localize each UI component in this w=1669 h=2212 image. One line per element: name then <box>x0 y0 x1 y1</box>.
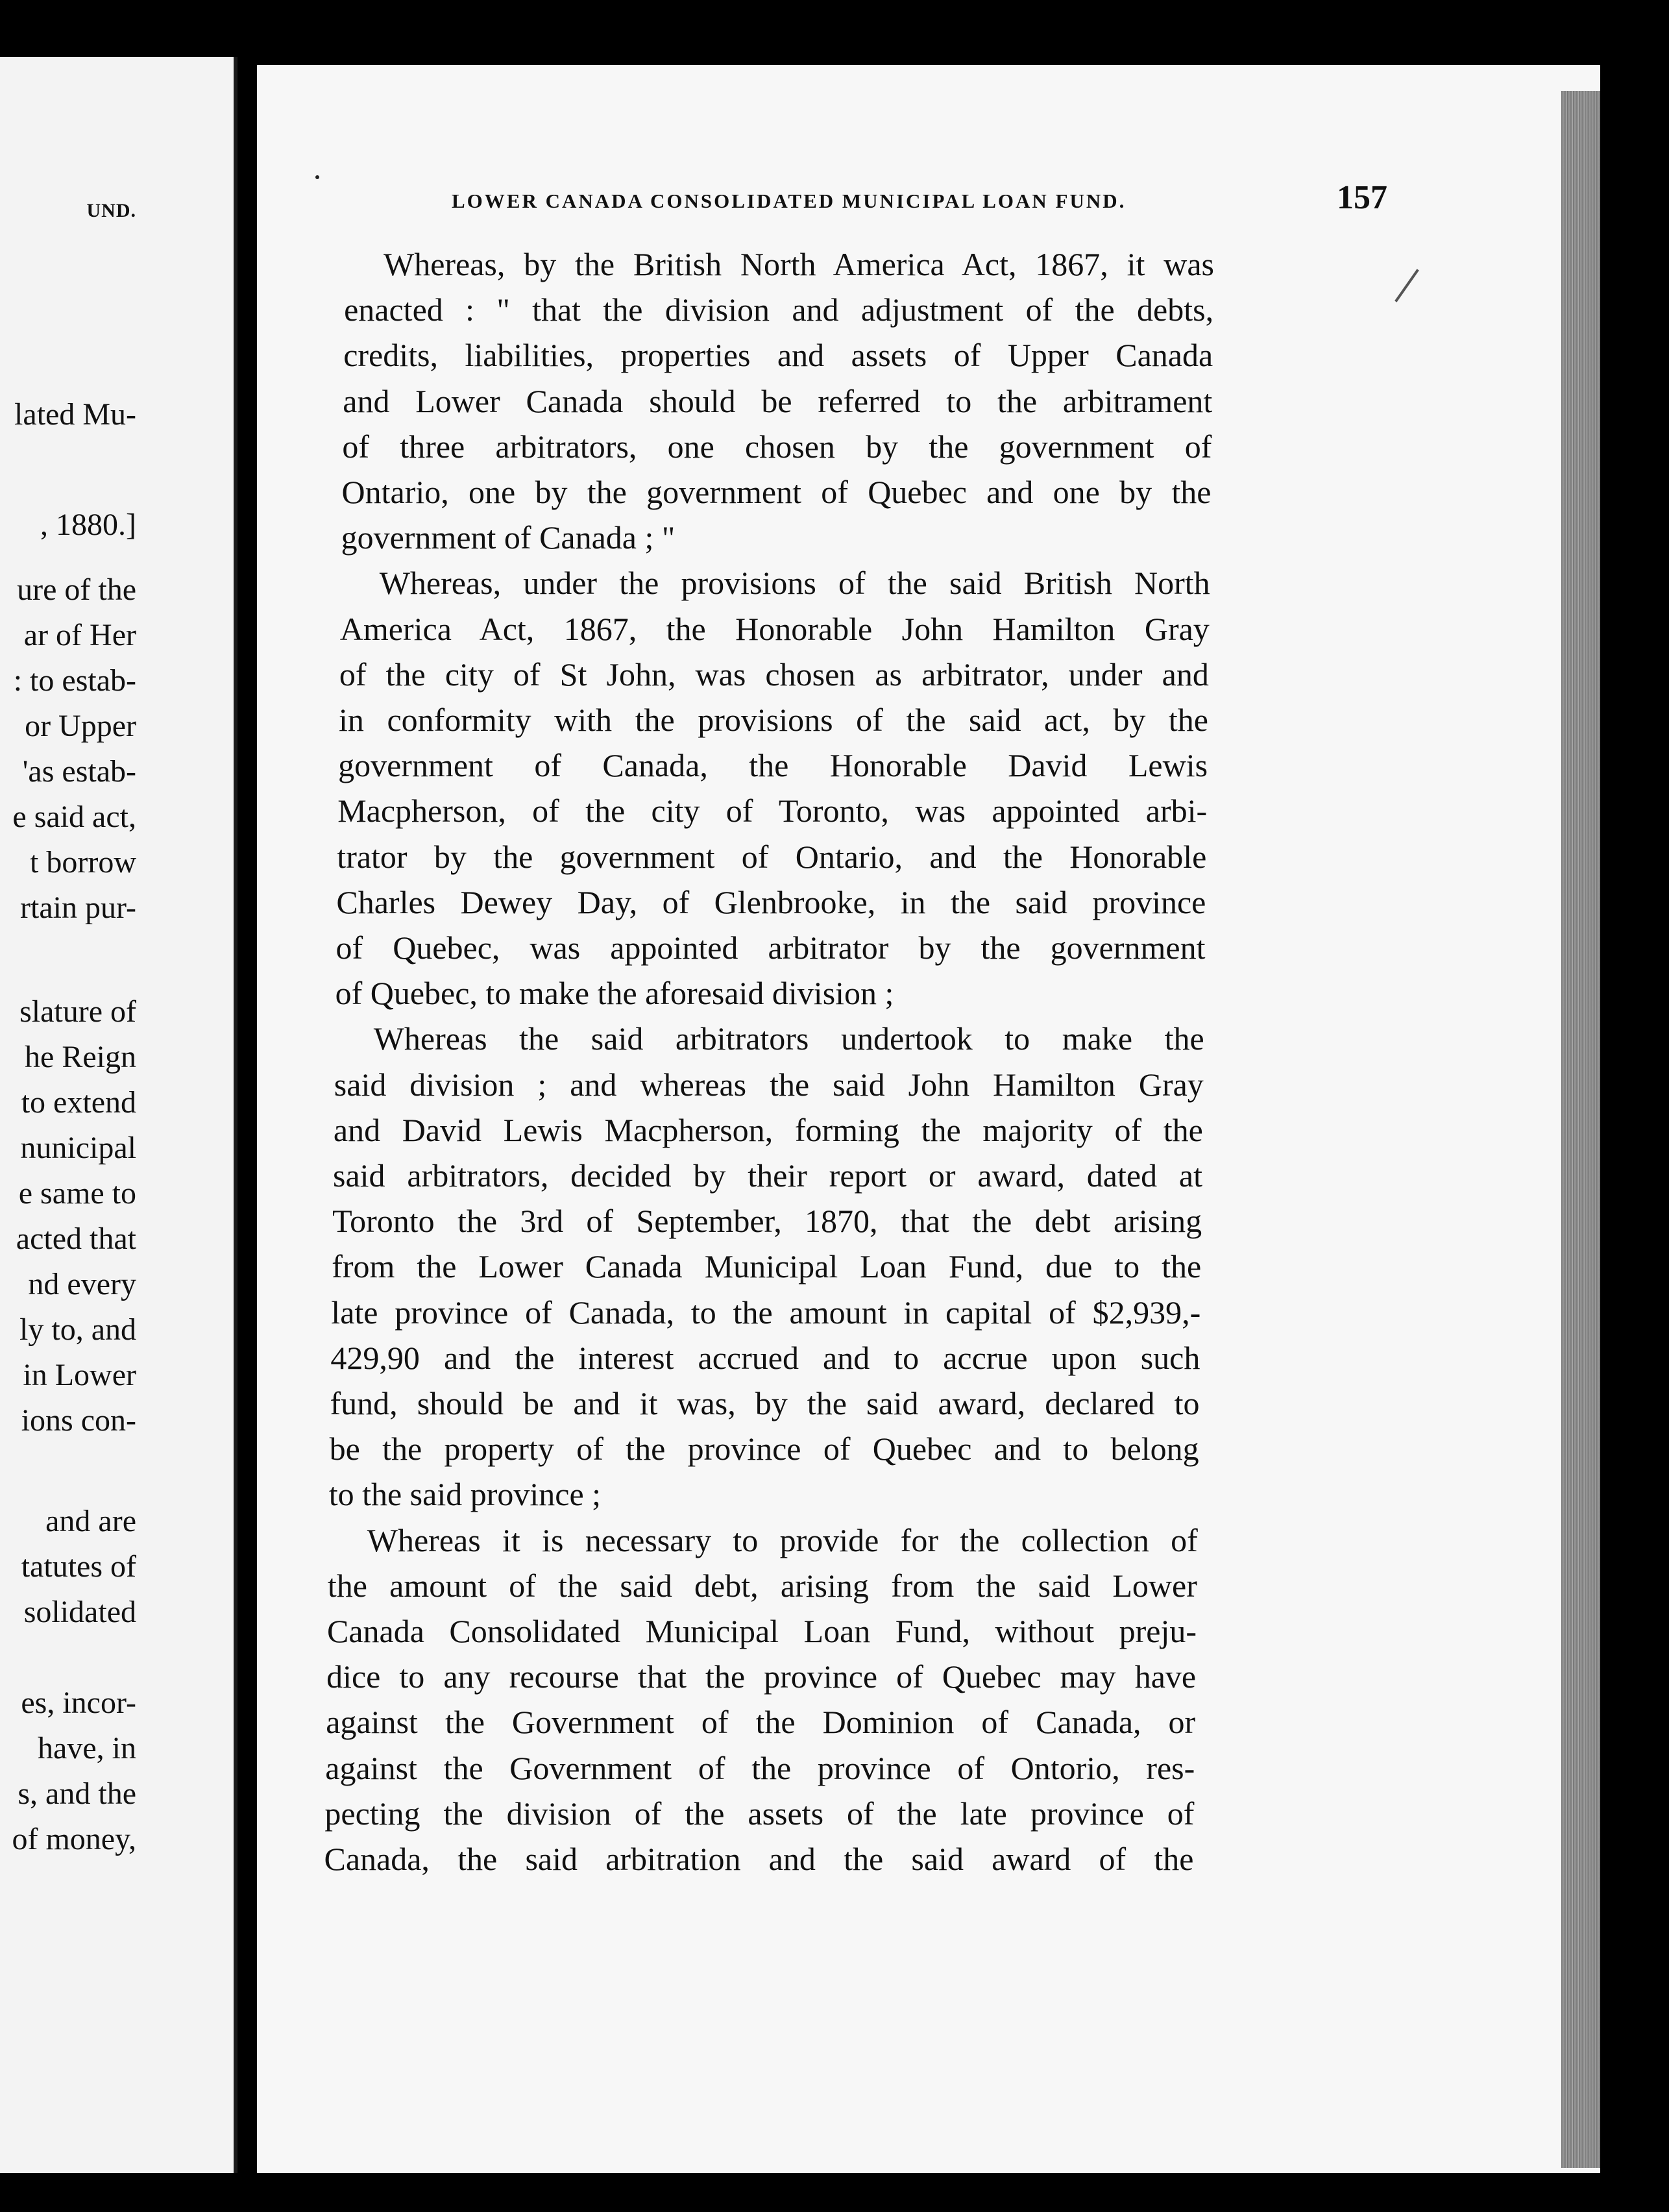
body-text-line: government of Canada ; " <box>341 519 676 556</box>
body-text-line: be the property of the province of Quebec and to belong <box>329 1431 1199 1468</box>
body-text-line: Macpherson, of the city of Toronto, was appointed arbi- <box>337 793 1208 830</box>
left-page-line: 'as estab- <box>22 754 136 789</box>
body-text-line: Whereas it is necessary to provide for the collection of <box>367 1521 1198 1558</box>
left-page-line: in Lower <box>23 1358 136 1392</box>
left-page-line: e same to <box>18 1176 136 1210</box>
body-text-line: government of Canada, the Honorable David Lewis <box>338 747 1208 784</box>
body-text-line: Toronto the 3rd of September, 1870, that the debt arising <box>332 1203 1202 1240</box>
left-page-line: to extend <box>21 1085 136 1120</box>
left-page-line: lated Mu- <box>14 397 136 432</box>
body-text-line: America Act, 1867, the Honorable John Hamilton Gray <box>339 610 1210 647</box>
body-text-line: against the Government of the province of Ontorio, res- <box>325 1749 1195 1786</box>
left-page-line: : to estab- <box>13 663 136 698</box>
left-page-line: of money, <box>12 1822 136 1856</box>
left-page-line: t borrow <box>30 845 136 879</box>
body-text-line: Whereas, under the provisions of the said British North <box>379 565 1210 602</box>
body-text-line: late province of Canada, to the amount in capital of $2,939,- <box>331 1294 1201 1331</box>
body-text-line: and David Lewis Macpherson, forming the majority of the <box>333 1111 1203 1148</box>
left-page-line: ar of Her <box>23 618 136 652</box>
left-page-line: ions con- <box>21 1403 136 1438</box>
running-head: LOWER CANADA CONSOLIDATED MUNICIPAL LOAN FUND. <box>452 190 1127 212</box>
body-text-line: 429,90 and the interest accrued and to accrue upon such <box>330 1339 1200 1376</box>
left-page-line: ure of the <box>17 572 136 607</box>
left-page-line: s, and the <box>18 1776 136 1811</box>
page-number: 157 <box>1337 179 1387 216</box>
body-text-line: and Lower Canada should be referred to the arbitrament <box>343 382 1213 419</box>
body-text-line: Whereas, by the British North America Act, 1867, it was <box>384 246 1214 282</box>
left-page-line: acted that <box>16 1222 136 1256</box>
left-page-line: e said act, <box>12 800 136 834</box>
body-text-line: of Quebec, was appointed arbitrator by the government <box>335 929 1206 966</box>
ink-speck <box>315 175 319 179</box>
left-page-line: slature of <box>19 994 136 1029</box>
left-page-line: , 1880.] <box>40 508 136 542</box>
right-page <box>257 65 1600 2173</box>
body-text-line: from the Lower Canada Municipal Loan Fund, due to the <box>332 1248 1202 1285</box>
left-page-line: or Upper <box>25 709 136 743</box>
body-text-line: said division ; and whereas the said John Hamilton Gray <box>334 1066 1204 1103</box>
left-page-line: have, in <box>38 1731 136 1765</box>
body-text-line: enacted : " that the division and adjustment of the debts, <box>344 291 1214 328</box>
body-text-line: trator by the government of Ontario, and the Honorable <box>337 838 1207 875</box>
left-page-line: and are <box>45 1504 136 1538</box>
body-text-line: fund, should be and it was, by the said award, declared to <box>330 1385 1200 1421</box>
body-text-line: the amount of the said debt, arising from the said Lower <box>327 1567 1197 1604</box>
page-edge-stack <box>1561 91 1600 2168</box>
left-page-line: nd every <box>28 1267 136 1301</box>
body-text-line: said arbitrators, decided by their report or award, dated at <box>333 1157 1202 1194</box>
left-page-line: UND. <box>86 200 136 221</box>
body-text-line: dice to any recourse that the province of Quebec may have <box>326 1658 1197 1695</box>
body-text-line: credits, liabilities, properties and assets of Upper Canada <box>343 337 1213 374</box>
body-text-line: of the city of St John, was chosen as arbitrator, under and <box>339 656 1209 693</box>
left-page-line: tatutes of <box>21 1549 136 1584</box>
body-text-line: of Quebec, to make the aforesaid division ; <box>335 975 894 1012</box>
body-text-line: Canada, the said arbitration and the said award of the <box>324 1841 1194 1877</box>
body-text-line: of three arbitrators, one chosen by the government of <box>342 428 1212 465</box>
body-text-line: Whereas the said arbitrators undertook to make the <box>373 1020 1204 1057</box>
left-page-line: es, incor- <box>21 1686 136 1720</box>
left-page-line: ly to, and <box>19 1312 136 1347</box>
body-text-line: Charles Dewey Day, of Glenbrooke, in the said province <box>336 883 1206 920</box>
body-text-line: Ontario, one by the government of Quebec and one by the <box>341 474 1212 510</box>
left-page-line: solidated <box>23 1595 136 1629</box>
left-page-line: nunicipal <box>20 1131 136 1165</box>
body-text-line: Canada Consolidated Municipal Loan Fund, without preju- <box>327 1613 1197 1649</box>
body-text-line: to the said province ; <box>328 1476 602 1513</box>
left-facing-page <box>0 57 238 2173</box>
body-text-line: against the Government of the Dominion of Canada, or <box>326 1704 1196 1741</box>
left-page-line: he Reign <box>25 1040 136 1074</box>
left-page-line: rtain pur- <box>20 891 136 925</box>
body-text-line: in conformity with the provisions of the said act, by the <box>339 702 1208 738</box>
stray-pencil-mark <box>1395 269 1419 302</box>
body-text-line: pecting the division of the assets of the late province of <box>324 1795 1195 1832</box>
